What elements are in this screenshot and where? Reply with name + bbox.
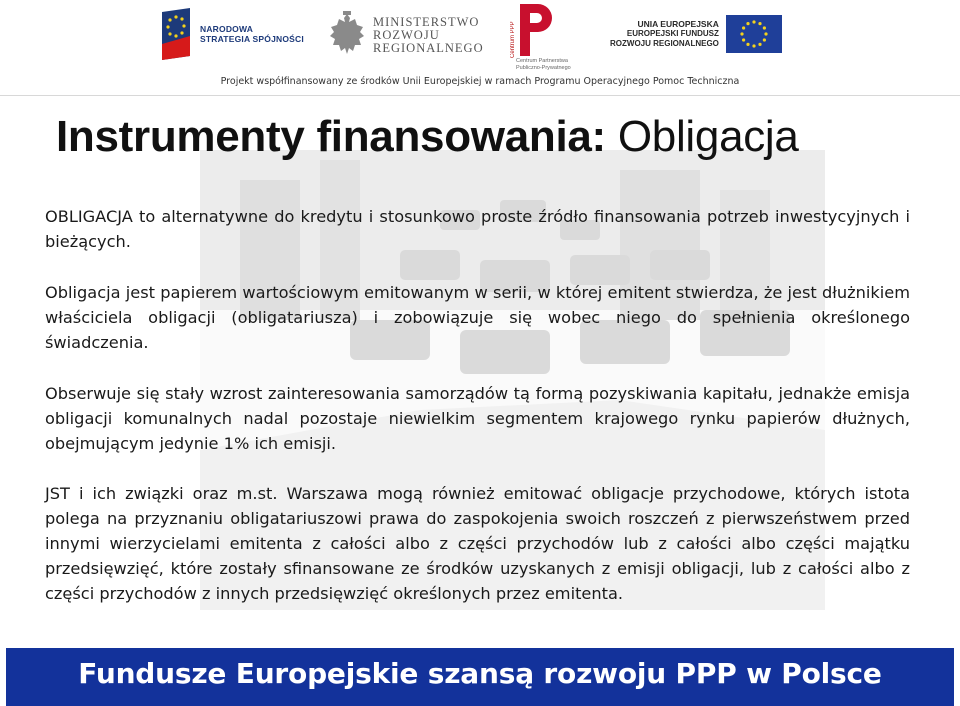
cpp-caption1: Centrum Partnerstwa [516, 58, 568, 64]
logo-unia-europejska [610, 15, 782, 53]
eu-star [752, 20, 755, 23]
eu-star [746, 43, 749, 46]
ue-line3: ROZWOJU REGIONALNEGO [610, 39, 719, 48]
footer-banner [6, 648, 954, 706]
eu-star [746, 22, 749, 25]
mrr-text [373, 16, 484, 55]
mrr-line2: ROZWOJU [373, 27, 440, 42]
logo-centrum-ppp [510, 2, 571, 71]
eu-star [758, 43, 761, 46]
paragraph-2: Obligacja jest papierem wartościowym emitowanym w serii, w której emitent stwierdza, że jest dłużnikiem właściciela obligacji (obligatariusza) i zobowiązuje się wobec niego do spełnienia określonego świadczenia. [45, 283, 910, 352]
eu-flag-icon [726, 15, 782, 53]
cpp-block [510, 2, 556, 58]
eu-star [763, 26, 766, 29]
eu-star [763, 38, 766, 41]
logo-ministerstwo-rozwoju-regionalnego [328, 10, 484, 60]
eu-star [740, 32, 743, 35]
title-light: Obligacja [605, 112, 799, 161]
mrr-line1: MINISTERSTWO [373, 14, 480, 29]
cpp-caption [516, 58, 586, 71]
nss-text [200, 24, 304, 44]
nss-line2: STRATEGIA SPÓJNOŚCI [200, 34, 304, 44]
ue-line2: EUROPEJSKI FUNDUSZ [626, 29, 719, 38]
paragraph-4: JST i ich związki oraz m.st. Warszawa mogą również emitować obligacje przychodowe, których istota polega na przyznaniu obligatariuszowi prawa do zaspokojenia swoich roszczeń z pierwszeństwem przed innymi wierzycielami emitenta z całości albo z części przychodów lub z całości albo części majątku przedsięwzięć, które zostały sfinansowane ze środków uzyskanych z emisji obligacji, lub z całości albo z części przychodów z innych przedsięwzięć określonych przez emitenta. [45, 484, 910, 603]
cpp-caption2: Publiczno-Prywatnego [516, 64, 571, 71]
title-bold: Instrumenty finansowania: [56, 112, 606, 161]
mrr-line3: REGIONALNEGO [373, 40, 484, 55]
paragraph-1: OBLIGACJA to alternatywne do kredytu i stosunkowo proste źródło finansowania potrzeb inwestycyjnych i bieżących. [45, 207, 910, 251]
project-tagline: Projekt współfinansowany ze środków Unii Europejskiej w ramach Programu Operacyjnego Pomoc Techniczna [220, 76, 740, 87]
cpp-vertical-label: Centrum PPP [510, 21, 516, 58]
paragraph-3: Obserwuje się stały wzrost zainteresowania samorządów tą formą pozyskiwania kapitału, jednakże emisja obligacji komunalnych nadal pozostaje niewielkim segmentem krajowego rynku papierów dłużnych, obejmującym jedynie 1% ich emisji. [45, 384, 910, 453]
slide-content [45, 204, 910, 606]
eagle-emblem-icon [328, 10, 366, 60]
header-logos [0, 0, 960, 98]
nss-flag-icon [160, 6, 194, 62]
eu-star [764, 32, 767, 35]
ue-line1: UNIA EUROPEJSKA [637, 19, 719, 29]
logo-narodowa-strategia-spojnosci [160, 6, 304, 62]
eu-star [742, 38, 745, 41]
footer-text: Fundusze Europejskie szansą rozwoju PPP w Polsce [78, 657, 882, 690]
ppp-letter-icon [516, 2, 556, 58]
page-title [56, 112, 799, 162]
nss-line1: NARODOWA [200, 24, 254, 34]
ue-text [610, 19, 719, 49]
eu-star [752, 44, 755, 47]
eu-star [758, 22, 761, 25]
eu-star [742, 26, 745, 29]
header-divider [0, 95, 960, 96]
